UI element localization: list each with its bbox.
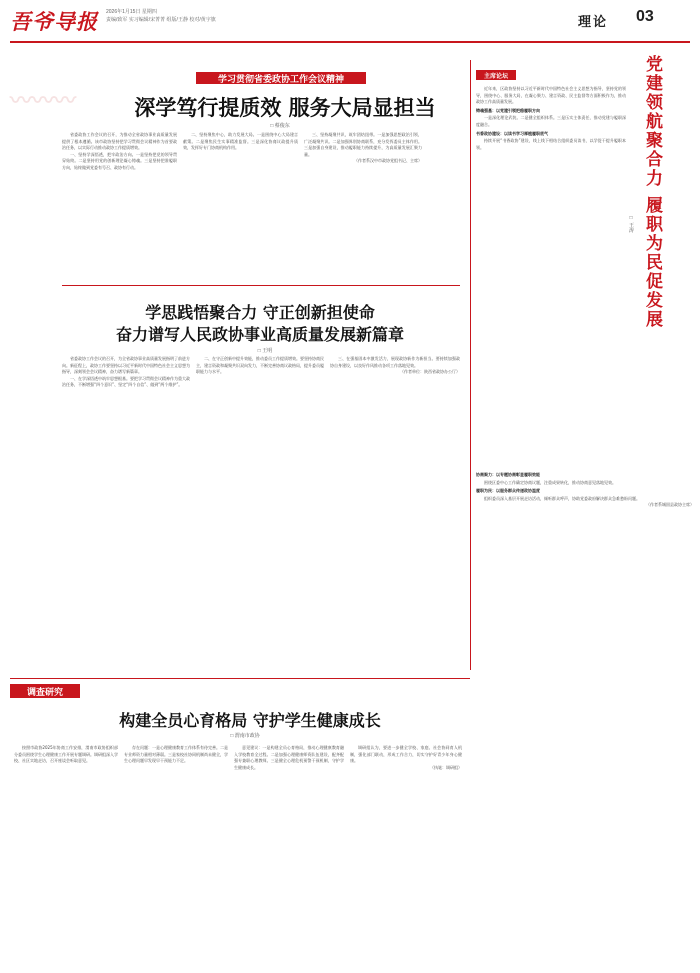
article1-banner: 学习贯彻省委政协工作会议精神 [196, 72, 366, 84]
sidebar-paragraph: 持续开展“书香政协”建设，线上线下相结合组织委员读书，以学促干提升履职本领。 [476, 138, 626, 150]
article1-paragraph: 二、坚持聚焦中心，助力发展大局。一是围绕中心大局建言献策。二是聚焦民生实事精准监督。三是深化协商议政提升质效，发挥好专门协商机构作用。 [183, 132, 298, 151]
sidebar-intro: 近年来，区政协坚持以习近平新时代中国特色社会主义思想为指导，坚持党的领导，围绕中心、服务大局，在凝心聚力、建言资政、民主监督等方面积极作为，推动政协工作高质量发展。 [476, 86, 626, 105]
article1-paragraph: 三、坚持凝聚共识，筑牢团结纽带。一是加强思想政治引领，广泛凝聚共识。二是加强界别协商联系，充分发挥委员主体作用。三是加强自身建设，推动履职能力持续提升，为高质量发展汇聚力量。 [304, 132, 422, 157]
bottom-section-rule [10, 678, 470, 679]
section-name: 理论 [578, 14, 609, 29]
editor-credits: 责编/致军 实习编辑/宋菁菁 组版/王静 校对/黄宇旗 [106, 17, 216, 23]
sidebar-byline: □ 王涛 [628, 215, 634, 233]
masthead [0, 0, 700, 50]
sidebar-subheading: 协商聚力：以专题协商彰显履职效能 [476, 472, 540, 477]
article2-title-line1: 学思践悟聚合力 守正创新担使命 [145, 303, 375, 322]
article1-headline: 深学笃行提质效 服务大局显担当 [134, 95, 436, 120]
article1-paragraph: 省委政协工作会议的召开，为推动全省政协事业高质量发展提供了根本遵循。该市政协坚持把学习贯彻会议精神作为首要政治任务，以实际行动推动政协工作提质增效。 [62, 132, 177, 151]
article2-paragraph: 一、在学深悟透中筑牢思想根基。要把学习贯彻会议精神作为重大政治任务，不断增强“四个意识”、坚定“四个自信”、做到“两个维护”。 [62, 375, 190, 388]
sidebar-column-1 [476, 86, 626, 466]
article3-column-3 [234, 745, 344, 967]
issue-meta [106, 8, 216, 24]
article3-paragraph: 调研组认为，要进一步健全学校、家庭、社会协同育人机制，强化部门联动，形成工作合力，切实守护好青少年身心健康。 [350, 745, 462, 764]
article2-paragraph: 省委政协工作会议的召开，为全省政协事业高质量发展指明了前进方向。新征程上，政协工作要坚持以习近平新时代中国特色社会主义思想为指导，深刻领会会议精神，奋力谱写新篇章。 [62, 356, 190, 375]
article1-column-2 [183, 132, 298, 272]
article3-headline: 构建全员心育格局 守护学生健康成长 [119, 711, 381, 730]
article2-column-1 [62, 356, 190, 656]
sidebar-paragraph: 一是深化理论武装。二是健全组织体系。三是压实主体责任，推动党建与履职深度融合。 [476, 115, 626, 127]
article3-paragraph: 存在问题：一是心理健康教育工作体系有待完善。二是专业师资力量相对薄弱。三是家校社协同机制尚未健全，学生心理问题早发现早干预能力不足。 [124, 745, 228, 764]
sidebar-section-tag: 主席论坛 [476, 70, 516, 80]
article2-paragraph: 二、在守正创新中提升效能，推动委员工作提质增效。要坚持协商民主，建言资政和凝聚共识双向发力，不断完善协商议政格局，提升委员履职能力与水平。 [196, 356, 324, 375]
sidebar-column-2 [476, 470, 694, 970]
sidebar-paragraph: 组织委员深入基层开展走访活动，倾听群众呼声，协助党委政府解决群众急难愁盼问题。 [484, 495, 640, 501]
sidebar-footer: （作者系城固县政协主席） [646, 502, 694, 508]
article2-footer: （作者单位：陕西省政协办公厅） [400, 369, 460, 375]
article1-column-3 [304, 132, 422, 272]
article1-footer: （作者系汉中市政协党组书记、主席） [354, 158, 422, 164]
article2-paragraph: 三、在强基固本中激发活力，展现政协新作为新担当。要持续加强政协自身建设，以良好作风推动各项工作落地见效。 [330, 356, 460, 368]
article2-headline [60, 302, 460, 346]
article3-banner: 调查研究 [10, 684, 80, 698]
article3-column-1 [14, 745, 118, 967]
sidebar-subheading: 履职为民：以服务群众传递政协温度 [476, 488, 540, 494]
watermark-decoration: 〰〰〰 [10, 88, 77, 114]
page-number: 03 [636, 8, 654, 25]
article2-column-3 [330, 356, 460, 656]
sidebar-vertical-headline: 党建领航聚合力 履职为民促发展 [642, 55, 662, 329]
sidebar-subheading: 书香政协建设：以读书学习厚植履职底气 [476, 130, 548, 136]
article3-column-4 [350, 745, 462, 967]
article-divider [62, 285, 460, 286]
newspaper-logo: 吾爷导报 [10, 9, 98, 34]
article3-paragraph: 意见建议：一是构建全员心育格局，推动心理健康教育融入学校教育全过程。二是加强心理健康师资队伍建设，配齐配强专兼职心理教师。三是健全心理危机预警干预机制，守护学生健康成长。 [234, 745, 344, 770]
article3-column-2 [124, 745, 228, 967]
sidebar-divider [470, 60, 471, 670]
article1-column-1 [62, 132, 177, 272]
article2-byline: □ 王明 [257, 348, 273, 354]
article3-footer: （执笔：调研组） [430, 764, 462, 770]
article3-paragraph: 按照市政协2025年协商工作安排，渭南市政协组织部分委员围绕学生心理健康工作开展专题调研。调研组深入学校、社区实地走访，召开座谈会听取意见。 [14, 745, 118, 764]
article2-column-2 [196, 356, 324, 656]
sidebar-paragraph: 围绕区委中心工作确定协商议题，注重成果转化，推动协商意见落地见效。 [484, 479, 616, 485]
article3-byline: □ 渭南市政协 [230, 733, 260, 739]
masthead-rule [10, 41, 690, 43]
article1-byline: □ 蔡俊东 [270, 123, 290, 129]
article2-title-line2: 奋力谱写人民政协事业高质量发展新篇章 [115, 325, 404, 344]
sidebar-subheading: 铸魂强基：以党建引领把稳履职方向 [476, 107, 540, 113]
issue-date: 2026年1月15日 星期四 [106, 9, 157, 15]
article1-paragraph: 一、坚持学深悟透，把牢政治方向。一是坚持把党的领导贯穿始终。二是坚持用党的创新理论凝心铸魂。三是坚持把准履职方向，始终做到党委有号召、政协有行动。 [62, 151, 177, 170]
